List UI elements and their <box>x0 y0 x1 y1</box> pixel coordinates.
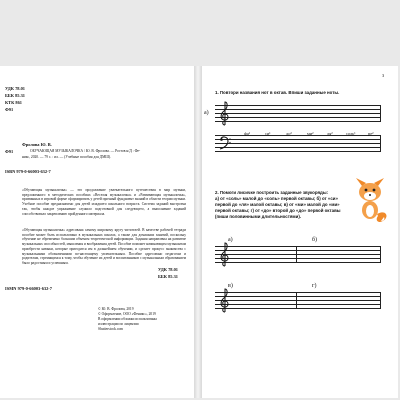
right-page <box>202 66 398 398</box>
author-mark: Ф91 <box>5 107 14 112</box>
staff-label-b: б) <box>312 237 318 243</box>
task-2-title: 2. Помоги лисичке построить заданные звукоряды: <box>215 190 329 195</box>
copyright-line-3: В оформлении обложки использованы <box>98 317 157 321</box>
staff-label-a: а) <box>228 237 233 243</box>
annotation-paragraph-1: «Обучающая музыкалочка» — это продолжение увлекательного путешествия в мир музыки, предложенного в методических пособиях «Веселая музыкалочка» и «Развивающая музыкалочка», призванных в игровой форме сформировать у детей прочный фундамент знаний в области теории музыки. Учебное пособие предназначено для детей младшего школьного возраста. Система заданий выстроена так, чтобы каждое упражнение служило подготовкой для следующего, а выполнение заданий способствовало закреплению пройденного материала. <box>22 188 186 216</box>
task-2-line-c: первой октавы; г) от «до» второй до «до» первой октавы <box>215 208 341 213</box>
note-name-fa: фа¹ <box>244 131 251 136</box>
ktk-code: КТК 861 <box>5 100 22 105</box>
bass-clef-icon <box>219 136 231 150</box>
udk-code: УДК 78.01 <box>5 86 25 91</box>
author-heading: Фролова Ю. В. <box>22 142 52 147</box>
note-name-si: си¹ <box>265 131 271 136</box>
note-name-la: ля² <box>327 131 333 136</box>
annotation-paragraph-2: «Обучающая музыкалочка» адресована самому широкому кругу читателей. В качестве рабочей тетради пособие может быть использовано в музыкальных школах, а также для домашних занятий, поскольку обучение не обременено большим объемом теоретической информации. Задания направлены на развитие музыкальных способностей, мышления и воображения детей. Пособие поможет начинающим музыкантам приобрести навыки, которые пригодятся им в дальнейшем обучении, и сделает процесс знакомства с музыкальными обозначениями по-настоящему увлекательным. Пособие адресовано педагогам и родителям, стремящимся к тому, чтобы обучение их детей и воспитанников с музыкальным образованием было радостным и успешным. <box>22 228 186 266</box>
staff-label-v: в) <box>228 283 233 289</box>
treble-clef-icon <box>219 100 231 126</box>
note-name-sol: соль¹ <box>346 131 356 136</box>
isbn-bottom: ISMN 979-0-66003-632-7 <box>5 286 52 291</box>
isbn-top: ISBN 979-0-66003-632-7 <box>5 169 51 174</box>
author-index: Ф91 <box>5 149 14 154</box>
copyright-line-2: © Оформление, ООО «Феникс», 2019 <box>98 312 156 316</box>
copyright-line-5: Shutterstock.com <box>98 327 124 331</box>
task-2-line-b: первой до «ля» малой октавы; в) от «ми» малой до «ми» <box>215 202 340 207</box>
bbk-code: ББК 85.31 <box>5 93 25 98</box>
copyright-line-4: иллюстрации по лицензии <box>98 322 139 326</box>
bottom-bbk-code: ББК 85.31 <box>158 274 178 279</box>
bibliographic-line-2: никс, 2020. — 79 с. : ил. — (Учебные пособия для ДМШ). <box>22 155 112 159</box>
task-2-line-d: (пиши половинными длительностями). <box>215 214 302 219</box>
copyright-line-1: © Ю. В. Фролова, 2019 <box>98 307 134 311</box>
note-name-mi: ми² <box>307 131 314 136</box>
task1-staff-label: а) <box>204 110 209 116</box>
treble-clef-icon <box>219 287 231 313</box>
book-spine-gutter <box>194 66 202 398</box>
treble-clef-icon <box>219 241 231 267</box>
fox-illustration <box>350 178 390 224</box>
task-1-title: 1. Повтори названия нот в октав. Впиши заданные ноты. <box>215 90 340 95</box>
note-name-do: до² <box>286 131 292 136</box>
bibliographic-line-1: ОБУЧАЮЩАЯ МУЗЫКАЛОЧКА / Ю. В. Фролова. — Ростов н/Д : Фе- <box>30 149 141 153</box>
staff-label-g: г) <box>312 283 317 289</box>
note-name-re: ре² <box>368 131 374 136</box>
bottom-udk-code: УДК 78.01 <box>158 267 178 272</box>
task-2-line-a: а) от «соль» малой до «соль» первой октавы; б) от «си» <box>215 196 338 201</box>
page-number: 3 <box>382 73 385 78</box>
